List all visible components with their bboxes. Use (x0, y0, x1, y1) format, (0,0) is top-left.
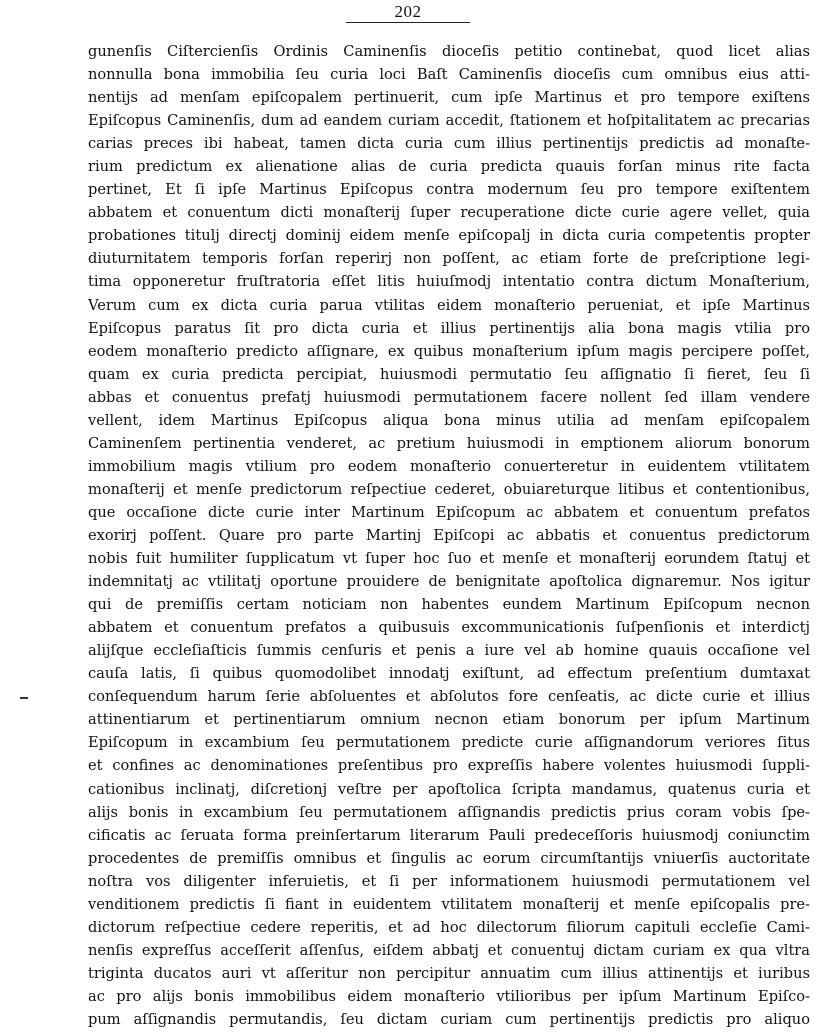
text-line: eodem monaſterio predicto aſſignare, ex quibus monaſterium ipſum magis percipere poſſet, (88, 342, 810, 360)
text-line: que occaſione dicte curie inter Martinum Epiſcopum ac abbatem et conuentum prefatos (88, 503, 810, 521)
text-line: dictorum reſpectiue cedere reperitis, et ad hoc dilectorum filiorum capituli eccleſie Cami- (88, 918, 810, 936)
text-line: quam ex curia predicta percipiat, huiusmodi permutatio ſeu aſſignatio ſi fieret, ſeu ſi (88, 365, 810, 383)
text-line: Epiſcopum in excambium ſeu permutationem predicte curie aſſignandorum veriores ſitus (88, 734, 810, 752)
text-line: Epiſcopus paratus ſit pro dicta curia et illius pertinentijs alia bona magis vtilia pro (88, 319, 810, 337)
text-line: alijs bonis in excambium ſeu permutationem aſſignandis predictis prius coram vobis ſpe- (88, 803, 810, 821)
text-line: pertinet, Et ſi ipſe Martinus Epiſcopus contra modernum ſeu pro tempore exiſtentem (88, 181, 810, 199)
text-line: immobilium magis vtilium pro eodem monaſterio conuerteretur in euidentem vtilitatem (88, 457, 810, 475)
header-rule (346, 22, 470, 23)
text-line: qui de premiſſis certam noticiam non habentes eundem Martinum Epiſcopum necnon (88, 596, 810, 614)
text-line: probationes titulj directj dominij eidem menſe epiſcopalj in dicta curia competentis propter (88, 227, 810, 245)
text-line: carias preces ibi habeat, tamen dicta curia cum illius pertinentijs predictis ad monaſte- (88, 135, 810, 153)
text-line: nobis fuit humiliter ſupplicatum vt ſuper hoc ſuo et menſe et monaſterij eorundem ſtatuj et (88, 550, 810, 568)
text-line: cificatis ac ſeruata forma preinſertarum literarum Pauli predeceſſoris huiusmodj coniunctim (88, 826, 810, 844)
text-line: abbatem et conuentum prefatos a quibusuis excommunicationis ſuſpenſionis et interdictj (88, 619, 810, 637)
text-line: vellent, idem Martinus Epiſcopus aliqua bona minus utilia ad menſam epiſcopalem (88, 411, 810, 429)
text-line: venditionem predictis ſi fiant in euidentem vtilitatem monaſterij et menſe epiſcopalis pre- (88, 895, 810, 913)
text-line: monaſterij et menſe predictorum reſpectiue cederet, obuiareturque litibus et contentionibus, (88, 480, 810, 498)
text-line: diuturnitatem temporis forſan reperirj non poſſent, ac etiam forte de preſcriptione legi- (88, 250, 810, 268)
text-line: procedentes de premiſſis omnibus et ſingulis ac eorum circumſtantijs vniuerſis auctoritate (88, 849, 810, 867)
text-line: et confines ac denominationes preſentibus pro expreſſis habere volentes huiusmodi ſuppli- (88, 757, 810, 775)
margin-mark (20, 697, 28, 699)
text-line: nentijs ad menſam epiſcopalem pertinuerit, cum ipſe Martinus et pro tempore exiſtens (88, 89, 810, 107)
text-line: conſequendum harum ſerie abſoluentes et abſolutos fore cenſeatis, ac dicte curie et illius (88, 688, 810, 706)
text-line: exorirj poſſent. Quare pro parte Martinj Epiſcopi ac abbatis et conuentus predictorum (88, 526, 810, 544)
text-line: tima opponeretur fruſtratoria eſſet litis huiuſmodj intentatio contra dictum Monaſterium, (88, 273, 810, 291)
text-line: abbatem et conuentum dicti monaſterij ſuper recuperatione dicte curie agere vellet, quia (88, 204, 810, 222)
text-line: nonnulla bona immobilia ſeu curia loci Baſt Caminenſis dioceſis cum omnibus eius atti- (88, 66, 810, 84)
text-line: Epiſcopus Caminenſis, dum ad eandem curiam accedit, ſtationem et hoſpitalitatem ac precarias (88, 112, 810, 130)
text-line: noſtra vos diligenter inferuietis, et ſi per informationem huiusmodi permutationem vel (88, 872, 810, 890)
text-line: gunenſis Ciſtercienſis Ordinis Caminenſis dioceſis petitio continebat, quod licet alias (88, 43, 810, 60)
text-line: attinentiarum et pertinentiarum omnium necnon etiam bonorum per ipſum Martinum (88, 711, 810, 729)
text-line: indemnitatj ac vtilitatj oportune prouidere de benignitate apoſtolica dignaremur. Nos igitur (88, 573, 810, 591)
text-line: triginta ducatos auri vt aſſeritur non percipitur annuatim cum illius attinentijs et iuribus (88, 964, 810, 982)
text-line: pum aſſignandis permutandis, ſeu dictam curiam cum pertinentijs predictis pro aliquo (88, 1010, 810, 1028)
page-number: 202 (394, 2, 422, 21)
text-line: cationibus inclinatj, diſcretionj veſtre per apoſtolica ſcripta mandamus, quatenus curia et (88, 780, 810, 798)
text-line: ac pro alijs bonis immobilibus eidem monaſterio vtilioribus per ipſum Martinum Epiſco- (88, 987, 810, 1005)
text-line: nenſis expreſſus acceſſerit aſſenſus, eiſdem abbatj et conuentuj dictam curiam ex qua vltra (88, 941, 810, 959)
text-line: cauſa latis, ſi quibus quomodolibet innodatj exiſtunt, ad effectum preſentium dumtaxat (88, 665, 810, 683)
text-line: Verum cum ex dicta curia parua vtilitas eidem monaſterio perueniat, et ipſe Martinus (88, 296, 810, 314)
body-text (88, 40, 810, 1031)
text-line: rium predictum ex alienatione alias de curia predicta quauis forſan minus rite facta (88, 158, 810, 176)
text-line: alijſque eccleſiaſticis ſummis cenſuris et penis a iure vel ab homine quauis occaſione vel (88, 642, 810, 660)
text-line: abbas et conuentus prefatj huiusmodi permutationem facere nollent ſed illam vendere (88, 388, 810, 406)
text-line: Caminenſem pertinentia venderet, ac pretium huiusmodi in emptionem aliorum bonorum (88, 434, 810, 452)
